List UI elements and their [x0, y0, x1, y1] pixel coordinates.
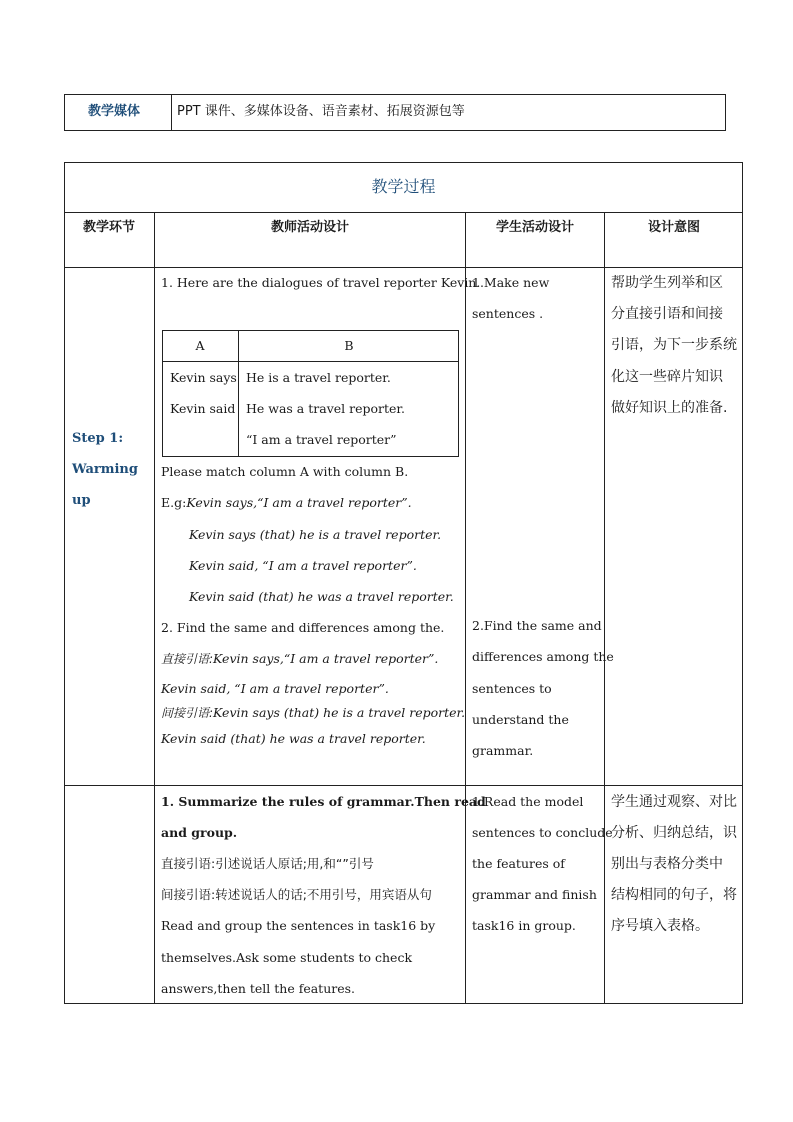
- student-activity: grammar.: [472, 743, 534, 758]
- col-divider-1: [154, 212, 155, 1004]
- teacher-item-1: 1. Here are the dialogues of travel reporter Kevin.: [161, 275, 481, 290]
- direct-speech-label: 直接引语:: [161, 652, 214, 666]
- col-divider-2: [465, 212, 466, 1004]
- inner-cell-a: Kevin says: [170, 370, 237, 385]
- header-student: 学生活动设计: [495, 220, 574, 235]
- inner-header-b: B: [344, 338, 354, 353]
- indirect-speech-sentence: Kevin says (that) he is a travel reporter.: [213, 705, 466, 720]
- indirect-speech-sentence: Kevin said (that) he was a travel reporter.: [161, 731, 426, 746]
- student-step2: sentences to conclude: [472, 825, 613, 840]
- student-activity: understand the: [472, 712, 569, 727]
- student-activity: differences among the: [472, 649, 614, 664]
- teacher-step2-heading: 1. Summarize the rules of grammar.Then read: [161, 794, 486, 809]
- title-row-divider: [64, 212, 743, 213]
- media-value: PPT 课件、多媒体设备、语音素材、拓展资源包等: [177, 104, 465, 119]
- student-step2: 1.Read the model: [472, 794, 584, 809]
- step1-label: up: [72, 493, 91, 508]
- student-activity: 1.Make new: [472, 275, 550, 290]
- design-intent-step2: 序号填入表格。: [611, 918, 709, 934]
- design-intent: 帮助学生列举和区: [611, 275, 723, 291]
- match-instruction: Please match column A with column B.: [161, 464, 409, 479]
- direct-speech-sentence: Kevin said, “I am a travel reporter”.: [161, 681, 389, 696]
- student-activity: 2.Find the same and: [472, 618, 602, 633]
- direct-speech-sentence: Kevin says,“I am a travel reporter”.: [213, 651, 439, 666]
- direct-speech-line: [161, 649, 438, 669]
- header-row-divider: [64, 267, 743, 268]
- step1-label: Warming: [72, 462, 138, 477]
- teacher-step2-line: 间接引语:转述说话人的话;不用引号，用宾语从句: [161, 887, 432, 902]
- teacher-item-2: 2. Find the same and differences among the.: [161, 620, 445, 635]
- teacher-step2-heading: and group.: [161, 825, 238, 840]
- indirect-speech-label: 间接引语:: [161, 706, 214, 720]
- media-label: 教学媒体: [88, 104, 141, 119]
- teacher-step2-line: answers,then tell the features.: [161, 981, 356, 996]
- inner-cell-b: “I am a travel reporter”: [246, 432, 397, 447]
- inner-cell-b: He is a travel reporter.: [246, 370, 391, 385]
- student-step2: task16 in group.: [472, 918, 576, 933]
- process-title: 教学过程: [371, 177, 436, 196]
- example-prefix: E.g:: [161, 495, 187, 510]
- design-intent-step2: 学生通过观察、对比: [611, 794, 737, 810]
- inner-cell-a: Kevin said: [170, 401, 236, 416]
- teacher-step2-line: Read and group the sentences in task16 by: [161, 918, 436, 933]
- student-activity: sentences to: [472, 681, 552, 696]
- design-intent: 化这一些碎片知识: [611, 369, 723, 385]
- step1-row-divider: [64, 785, 743, 786]
- example-sentence: Kevin says (that) he is a travel reporter.: [189, 527, 442, 542]
- inner-header-a: A: [195, 338, 205, 353]
- col-divider-3: [604, 212, 605, 1004]
- header-stage: 教学环节: [82, 220, 135, 235]
- student-step2: the features of: [472, 856, 565, 871]
- teacher-step2-line: themselves.Ask some students to check: [161, 950, 413, 965]
- example-sentence: Kevin said (that) he was a travel reporter.: [189, 589, 454, 604]
- indirect-speech-line: [161, 703, 465, 723]
- header-intent: 设计意图: [647, 220, 700, 235]
- teacher-step2-line: 直接引语:引述说话人原话;用,和“”引号: [161, 856, 374, 871]
- design-intent-step2: 结构相同的句子，将: [611, 887, 737, 903]
- inner-table-row-divider: [162, 361, 459, 362]
- header-teacher: 教师活动设计: [270, 220, 349, 235]
- example-line: [161, 493, 412, 513]
- step1-label: Step 1:: [72, 431, 124, 446]
- student-step2: grammar and finish: [472, 887, 597, 902]
- design-intent: 分直接引语和间接: [611, 306, 723, 322]
- student-activity: sentences .: [472, 306, 544, 321]
- design-intent-step2: 分析、归纳总结，识: [611, 825, 737, 841]
- design-intent: 引语，为下一步系统: [611, 337, 737, 353]
- design-intent-step2: 别出与表格分类中: [611, 856, 723, 872]
- example-sentence: Kevin said, “I am a travel reporter”.: [189, 558, 417, 573]
- media-table-divider: [171, 94, 172, 131]
- example-sentence: Kevin says,“I am a travel reporter”.: [186, 495, 412, 510]
- inner-cell-b: He was a travel reporter.: [246, 401, 405, 416]
- design-intent: 做好知识上的准备.: [611, 400, 728, 416]
